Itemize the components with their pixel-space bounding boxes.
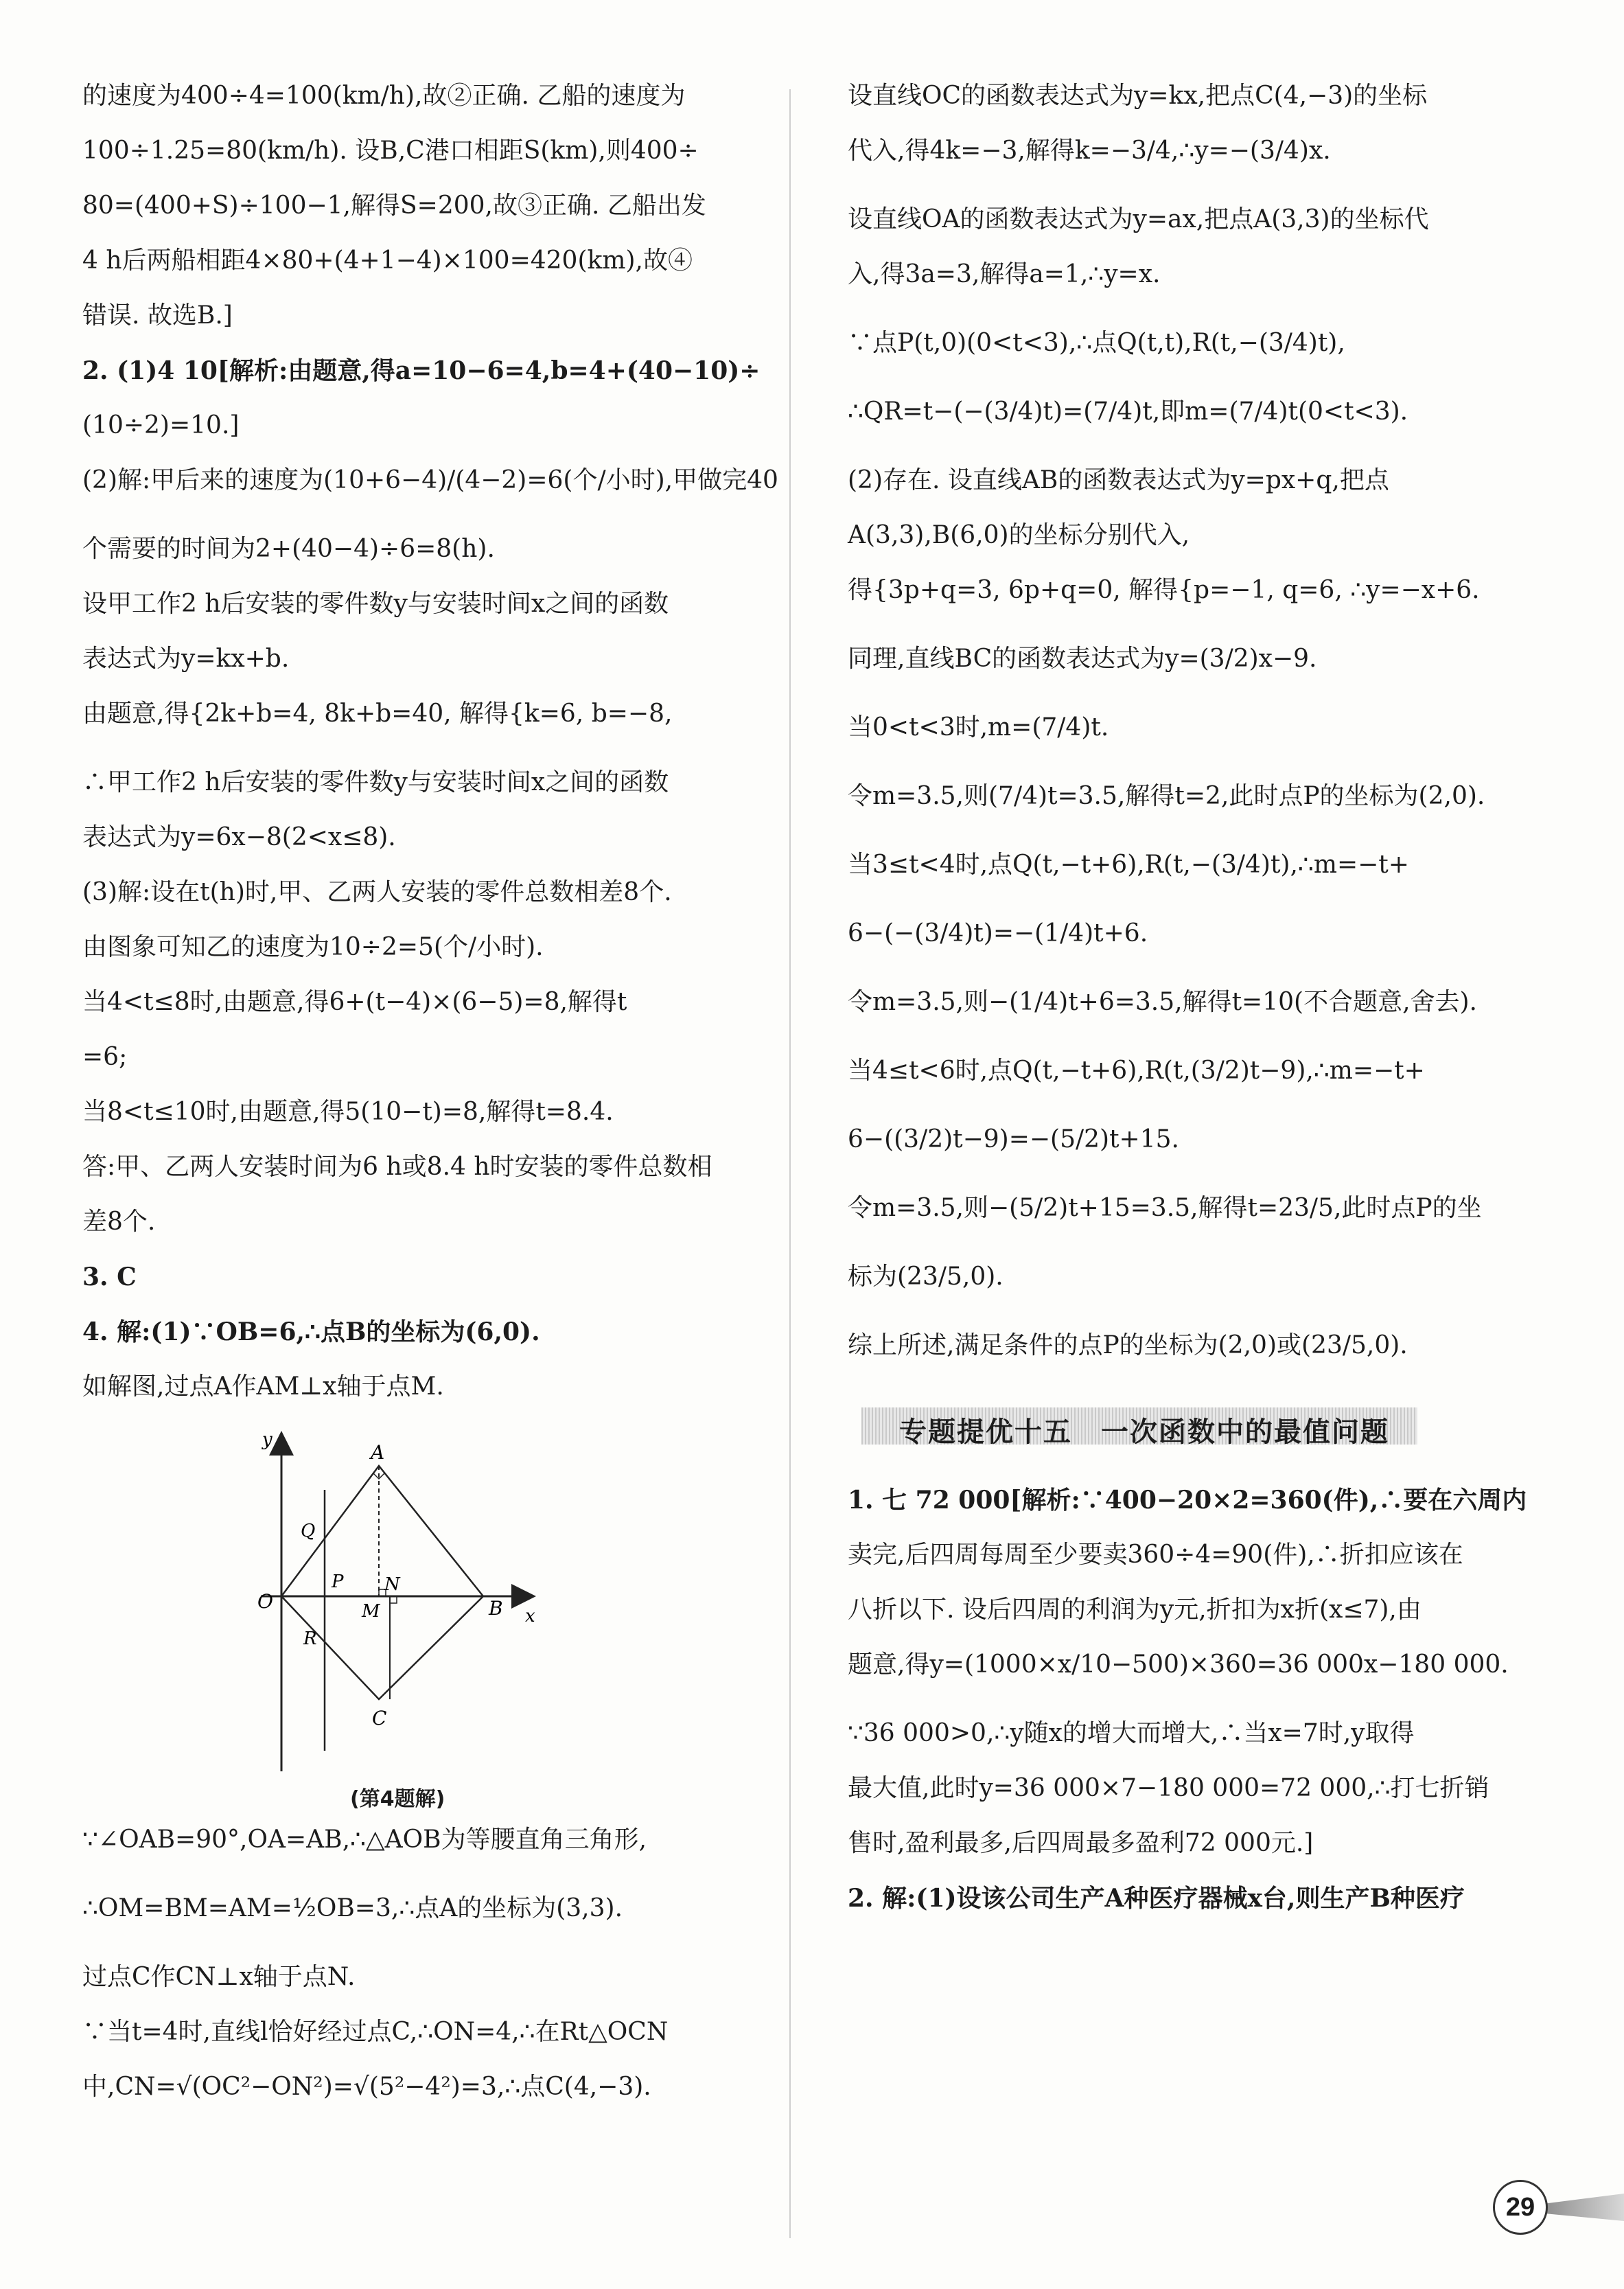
text-line: 当0<t<3时,m=(7/4)t. — [848, 713, 1109, 741]
page-tab-decoration — [1538, 2194, 1624, 2221]
text-line: 当8<t≤10时,由题意,得5(10−t)=8,解得t=8.4. — [82, 1098, 614, 1126]
label-Q: Q — [301, 1521, 316, 1541]
text-line: ∵当t=4时,直线l恰好经过点C,∴ON=4,∴在Rt△OCN — [82, 2018, 669, 2046]
text-line: 表达式为y=kx+b. — [82, 645, 290, 673]
text-line: ∴OM=BM=AM=½OB=3,∴点A的坐标为(3,3). — [82, 1894, 623, 1922]
question-1-line: 1. 七 72 000[解析:∵400−20×2=360(件),∴要在六周内 — [848, 1486, 1527, 1515]
text-line: 代入,得4k=−3,解得k=−3/4,∴y=−(3/4)x. — [848, 137, 1331, 165]
text-line: 八折以下. 设后四周的利润为y元,折扣为x折(x≤7),由 — [848, 1596, 1422, 1624]
label-P: P — [332, 1572, 344, 1592]
figure-caption: (第4题解) — [350, 1787, 445, 1811]
question-3-line: 3. C — [82, 1263, 137, 1291]
text-line: (3)解:设在t(h)时,甲、乙两人安装的零件总数相差8个. — [82, 878, 672, 906]
text-line: 题意,得y=(1000×x/10−500)×360=36 000x−180 000. — [848, 1650, 1509, 1679]
label-y: y — [262, 1429, 272, 1450]
page-number: 29 — [1493, 2180, 1548, 2235]
text-line: 综上所述,满足条件的点P的坐标为(2,0)或(23/5,0). — [848, 1331, 1408, 1359]
label-x: x — [525, 1606, 535, 1626]
text-line: 卖完,后四周每周至少要卖360÷4=90(件),∴折扣应该在 — [848, 1541, 1463, 1569]
text-line: 100÷1.25=80(km/h). 设B,C港口相距S(km),则400÷ — [82, 137, 699, 165]
heading-title: 专题提优十五 一次函数中的最值问题 — [899, 1416, 1389, 1448]
text-line: 令m=3.5,则−(5/2)t+15=3.5,解得t=23/5,此时点P的坐 — [848, 1194, 1482, 1222]
square-OABC — [281, 1466, 483, 1699]
text-line: 设甲工作2 h后安装的零件数y与安装时间x之间的函数 — [82, 590, 669, 618]
geometry-diagram — [247, 1428, 604, 1778]
text-line: 令m=3.5,则−(1/4)t+6=3.5,解得t=10(不合题意,舍去). — [848, 988, 1477, 1016]
text-line: 入,得3a=3,解得a=1,∴y=x. — [848, 260, 1161, 288]
text-line: (10÷2)=10.] — [82, 411, 240, 439]
label-A: A — [371, 1441, 385, 1464]
text-line: 如解图,过点A作AM⊥x轴于点M. — [82, 1372, 444, 1401]
figure-4-solution — [82, 1428, 796, 1813]
label-O: O — [257, 1590, 273, 1613]
text-line: 错误. 故选B.] — [82, 301, 233, 330]
text-line: A(3,3),B(6,0)的坐标分别代入, — [848, 521, 1190, 549]
text-line: 6−((3/2)t−9)=−(5/2)t+15. — [848, 1125, 1179, 1153]
text-line: 设直线OA的函数表达式为y=ax,把点A(3,3)的坐标代 — [848, 205, 1429, 233]
text-line: 差8个. — [82, 1208, 156, 1236]
text-line: 答:甲、乙两人安装时间为6 h或8.4 h时安装的零件总数相 — [82, 1153, 712, 1181]
text-line: (2)存在. 设直线AB的函数表达式为y=px+q,把点 — [848, 466, 1389, 494]
text-line: (2)解:甲后来的速度为(10+6−4)/(4−2)=6(个/小时),甲做完40 — [82, 466, 778, 494]
question-2-line: 2. 解:(1)设该公司生产A种医疗器械x台,则生产B种医疗 — [848, 1884, 1465, 1913]
text-line: 80=(400+S)÷100−1,解得S=200,故③正确. 乙船出发 — [82, 192, 706, 220]
text-line: ∴QR=t−(−(3/4)t)=(7/4)t,即m=(7/4)t(0<t<3). — [848, 398, 1408, 426]
text-line: 的速度为400÷4=100(km/h),故②正确. 乙船的速度为 — [82, 82, 686, 110]
text-line: 中,CN=√(OC²−ON²)=√(5²−4²)=3,∴点C(4,−3). — [82, 2073, 651, 2101]
text-line: 当4<t≤8时,由题意,得6+(t−4)×(6−5)=8,解得t — [82, 988, 627, 1016]
label-N: N — [384, 1574, 400, 1595]
text-line: 最大值,此时y=36 000×7−180 000=72 000,∴打七折销 — [848, 1774, 1489, 1802]
text-line: 由图象可知乙的速度为10÷2=5(个/小时). — [82, 933, 544, 961]
text-line: 个需要的时间为2+(40−4)÷6=8(h). — [82, 535, 495, 563]
question-4-line: 4. 解:(1)∵OB=6,∴点B的坐标为(6,0). — [82, 1318, 540, 1346]
text-line: 当4≤t<6时,点Q(t,−t+6),R(t,(3/2)t−9),∴m=−t+ — [848, 1057, 1425, 1085]
text-line: =6; — [82, 1043, 128, 1071]
text-line: ∴甲工作2 h后安装的零件数y与安装时间x之间的函数 — [82, 768, 669, 796]
text-line: 4 h后两船相距4×80+(4+1−4)×100=420(km),故④ — [82, 246, 693, 275]
label-B: B — [489, 1597, 503, 1620]
text-line: ∵36 000>0,∴y随x的增大而增大,∴当x=7时,y取得 — [848, 1719, 1415, 1747]
text-line: 过点C作CN⊥x轴于点N. — [82, 1963, 356, 1991]
label-C: C — [372, 1707, 387, 1729]
right-column — [848, 82, 1562, 1940]
text-line: 表达式为y=6x−8(2<x≤8). — [82, 823, 396, 851]
question-2-line: 2. (1)4 10[解析:由题意,得a=10−6=4,b=4+(40−10)÷ — [82, 356, 761, 385]
left-column — [82, 82, 796, 2128]
text-line: 同理,直线BC的函数表达式为y=(3/2)x−9. — [848, 645, 1317, 673]
text-line: 得{3p+q=3, 6p+q=0, 解得{p=−1, q=6, ∴y=−x+6. — [848, 576, 1480, 604]
text-line: ∵点P(t,0)(0<t<3),∴点Q(t,t),R(t,−(3/4)t), — [848, 329, 1345, 357]
label-M: M — [362, 1601, 380, 1622]
text-line: 设直线OC的函数表达式为y=kx,把点C(4,−3)的坐标 — [848, 82, 1428, 110]
text-line: ∵∠OAB=90°,OA=AB,∴△AOB为等腰直角三角形, — [82, 1826, 647, 1854]
section-heading — [861, 1401, 1562, 1449]
text-line: 6−(−(3/4)t)=−(1/4)t+6. — [848, 919, 1148, 947]
text-line: 售时,盈利最多,后四周最多盈利72 000元.] — [848, 1829, 1314, 1857]
text-line: 当3≤t<4时,点Q(t,−t+6),R(t,−(3/4)t),∴m=−t+ — [848, 851, 1409, 879]
text-line: 标为(23/5,0). — [848, 1263, 1004, 1291]
text-line: 令m=3.5,则(7/4)t=3.5,解得t=2,此时点P的坐标为(2,0). — [848, 782, 1485, 810]
text-line: 由题意,得{2k+b=4, 8k+b=40, 解得{k=6, b=−8, — [82, 700, 673, 728]
label-R: R — [303, 1629, 317, 1649]
